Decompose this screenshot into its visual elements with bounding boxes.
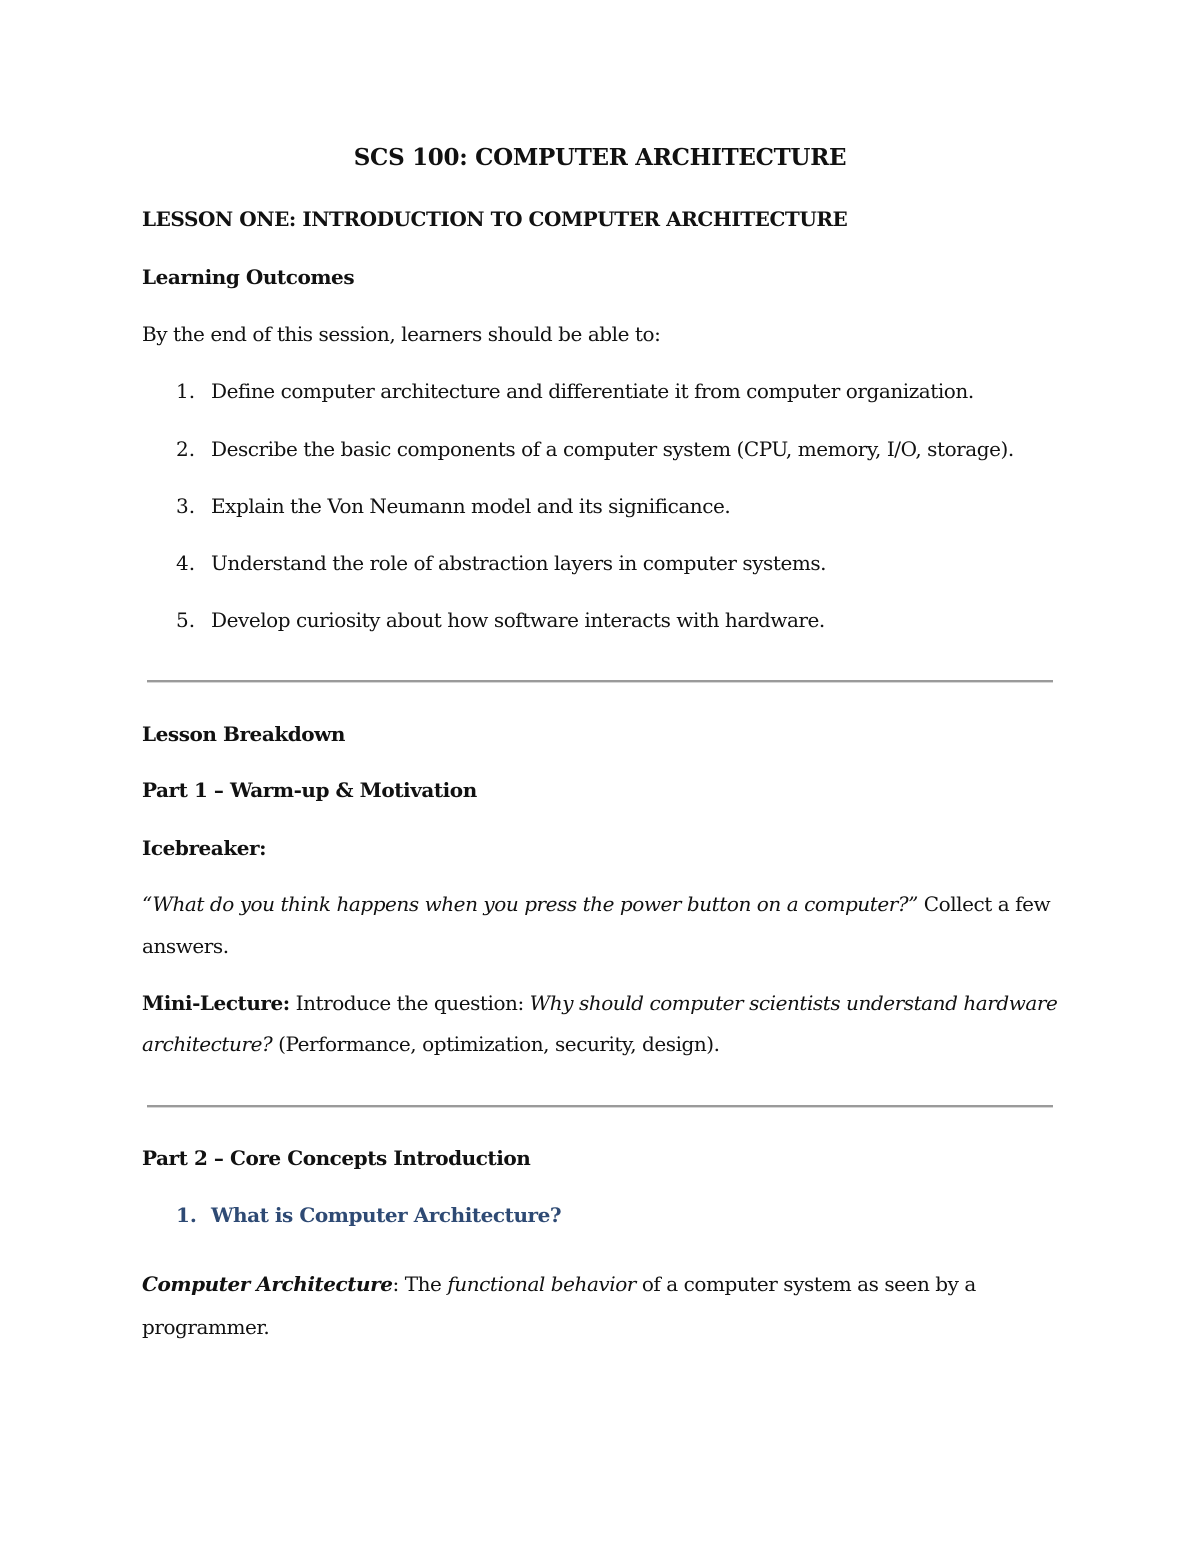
lesson-heading: LESSON ONE: INTRODUCTION TO COMPUTER ARCHITECTURE: [142, 207, 848, 231]
definition-paragraph-cont: programmer.: [142, 1315, 270, 1339]
list-item-number: 3.: [176, 494, 196, 518]
list-item: Develop curiosity about how software interacts with hardware.: [211, 608, 825, 632]
mini-lecture-paragraph-cont: [142, 1030, 720, 1058]
mini-lecture-question: Why should computer scientists understand hardware: [529, 991, 1058, 1015]
definition-paragraph: [142, 1270, 976, 1298]
list-item: Understand the role of abstraction layers in computer systems.: [211, 551, 827, 575]
list-item-number: 1.: [176, 379, 196, 403]
part2-heading: Part 2 – Core Concepts Introduction: [142, 1146, 531, 1170]
list-item: Explain the Von Neumann model and its significance.: [211, 494, 731, 518]
learning-outcomes-heading: Learning Outcomes: [142, 265, 355, 289]
list-item: Define computer architecture and differentiate it from computer organization.: [211, 379, 974, 403]
definition-colon: : The: [392, 1272, 448, 1296]
definition-term: Computer Architecture: [142, 1272, 393, 1296]
list-item: Describe the basic components of a computer system (CPU, memory, I/O, storage).: [211, 437, 1014, 461]
definition-emphasis: functional behavior: [447, 1272, 636, 1296]
definition-rest: of a computer system as seen by a: [635, 1272, 976, 1296]
lesson-breakdown-heading: Lesson Breakdown: [142, 722, 346, 746]
mini-lecture-text: Introduce the question:: [289, 991, 530, 1015]
mini-lecture-paragraph: [142, 989, 1057, 1017]
horizontal-divider: [147, 680, 1053, 683]
mini-lecture-tail: (Performance, optimization, security, design).: [272, 1032, 720, 1056]
icebreaker-paragraph-cont: answers.: [142, 934, 229, 958]
mini-lecture-question-cont: architecture?: [142, 1032, 273, 1056]
icebreaker-paragraph: [142, 890, 1050, 918]
document-title: SCS 100: COMPUTER ARCHITECTURE: [353, 144, 847, 171]
icebreaker-instruction: Collect a few: [917, 892, 1051, 916]
list-item-number: 4.: [176, 551, 196, 575]
subsection-heading: What is Computer Architecture?: [211, 1203, 562, 1227]
icebreaker-question: “What do you think happens when you press the power button on a computer?”: [142, 892, 918, 916]
part1-heading: Part 1 – Warm-up & Motivation: [142, 778, 477, 802]
learning-outcomes-intro: By the end of this session, learners should be able to:: [142, 322, 661, 346]
subsection-number: 1.: [176, 1203, 197, 1227]
mini-lecture-label: Mini-Lecture:: [142, 991, 290, 1015]
horizontal-divider: [147, 1105, 1053, 1108]
icebreaker-label: Icebreaker:: [142, 836, 267, 860]
list-item-number: 5.: [176, 608, 196, 632]
list-item-number: 2.: [176, 437, 196, 461]
